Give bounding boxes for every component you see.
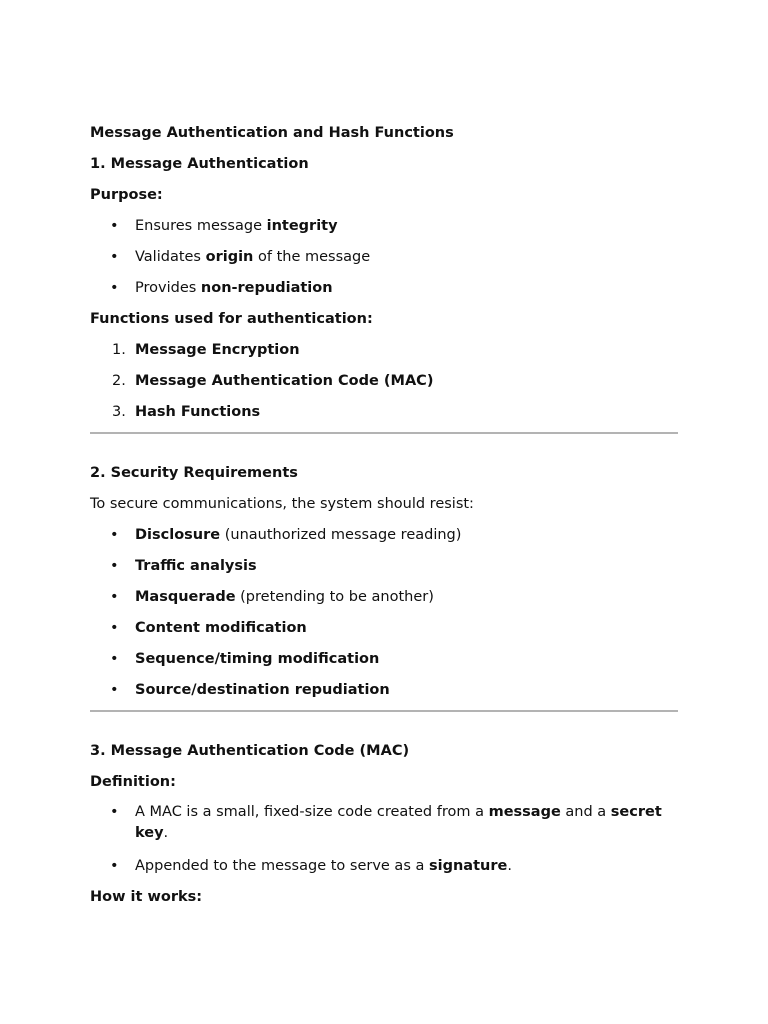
list-item (90, 648, 678, 670)
bullet-marker: • (110, 651, 119, 667)
functions-label: Functions used for authentication: (90, 311, 373, 327)
bullet-marker: • (110, 804, 119, 820)
list-item (90, 277, 678, 299)
list-item (90, 679, 678, 701)
bullet-marker: • (110, 558, 119, 574)
item-bold-text: Message Authentication Code (MAC) (135, 373, 434, 389)
section-intro: To secure communications, the system should resist: (90, 496, 474, 512)
item-bold-text: Hash Functions (135, 404, 261, 420)
list-number: 2. (112, 373, 126, 389)
item-bold-text: Source/destination repudiation (135, 682, 390, 698)
list-number: 3. (112, 404, 126, 420)
item-text: Validates (135, 249, 206, 265)
bullet-marker: • (110, 527, 119, 543)
item-bold-text: Message Encryption (135, 342, 300, 358)
item-bold-text: secret key (135, 804, 662, 841)
definition-label: Definition: (90, 774, 176, 790)
item-text: Provides (135, 280, 201, 296)
item-bold-text: Sequence/timing modification (135, 651, 380, 667)
document-page (90, 122, 678, 917)
functions-list (90, 339, 678, 423)
item-text: of the message (253, 249, 371, 265)
section-heading-message-authentication: 1. Message Authentication (90, 156, 309, 172)
list-item (90, 524, 678, 546)
item-bold-text: origin (205, 249, 254, 265)
item-bold-text: Disclosure (135, 527, 221, 543)
item-bold-text: Content modification (135, 620, 307, 636)
purpose-list (90, 215, 678, 299)
document-title: Message Authentication and Hash Functions (90, 125, 454, 141)
item-bold-text: signature (428, 858, 508, 874)
list-item (90, 339, 678, 361)
list-item (90, 246, 678, 268)
list-item (90, 215, 678, 237)
list-item (90, 855, 678, 877)
definition-list (90, 802, 678, 877)
how-it-works-label: How it works: (90, 889, 203, 905)
list-item (90, 401, 678, 423)
section-heading-security-requirements: 2. Security Requirements (90, 465, 298, 481)
requirements-list (90, 524, 678, 701)
item-bold-text: non-repudiation (200, 280, 333, 296)
bullet-marker: • (110, 682, 119, 698)
section-divider (90, 432, 678, 434)
purpose-label: Purpose: (90, 187, 163, 203)
item-bold-text: Traffic analysis (135, 558, 257, 574)
item-text: (pretending to be another) (235, 589, 434, 605)
bullet-marker: • (110, 218, 119, 234)
list-item (90, 617, 678, 639)
item-text: . (163, 825, 169, 841)
item-bold-text: message (488, 804, 561, 820)
item-text: and a (560, 804, 611, 820)
item-bold-text: integrity (266, 218, 338, 234)
list-item (90, 802, 678, 844)
section-divider (90, 710, 678, 712)
section-heading-mac: 3. Message Authentication Code (MAC) (90, 743, 410, 759)
item-text: A MAC is a small, fixed-size code created from a (135, 804, 489, 820)
item-text: Appended to the message to serve as a (135, 858, 429, 874)
item-bold-text: Masquerade (135, 589, 236, 605)
bullet-marker: • (110, 280, 119, 296)
bullet-marker: • (110, 858, 119, 874)
bullet-marker: • (110, 620, 119, 636)
list-number: 1. (112, 342, 126, 358)
item-text: (unauthorized message reading) (220, 527, 462, 543)
bullet-marker: • (110, 249, 119, 265)
item-text: Ensures message (135, 218, 267, 234)
list-item (90, 586, 678, 608)
item-text: . (507, 858, 512, 874)
list-item (90, 555, 678, 577)
list-item (90, 370, 678, 392)
bullet-marker: • (110, 589, 119, 605)
